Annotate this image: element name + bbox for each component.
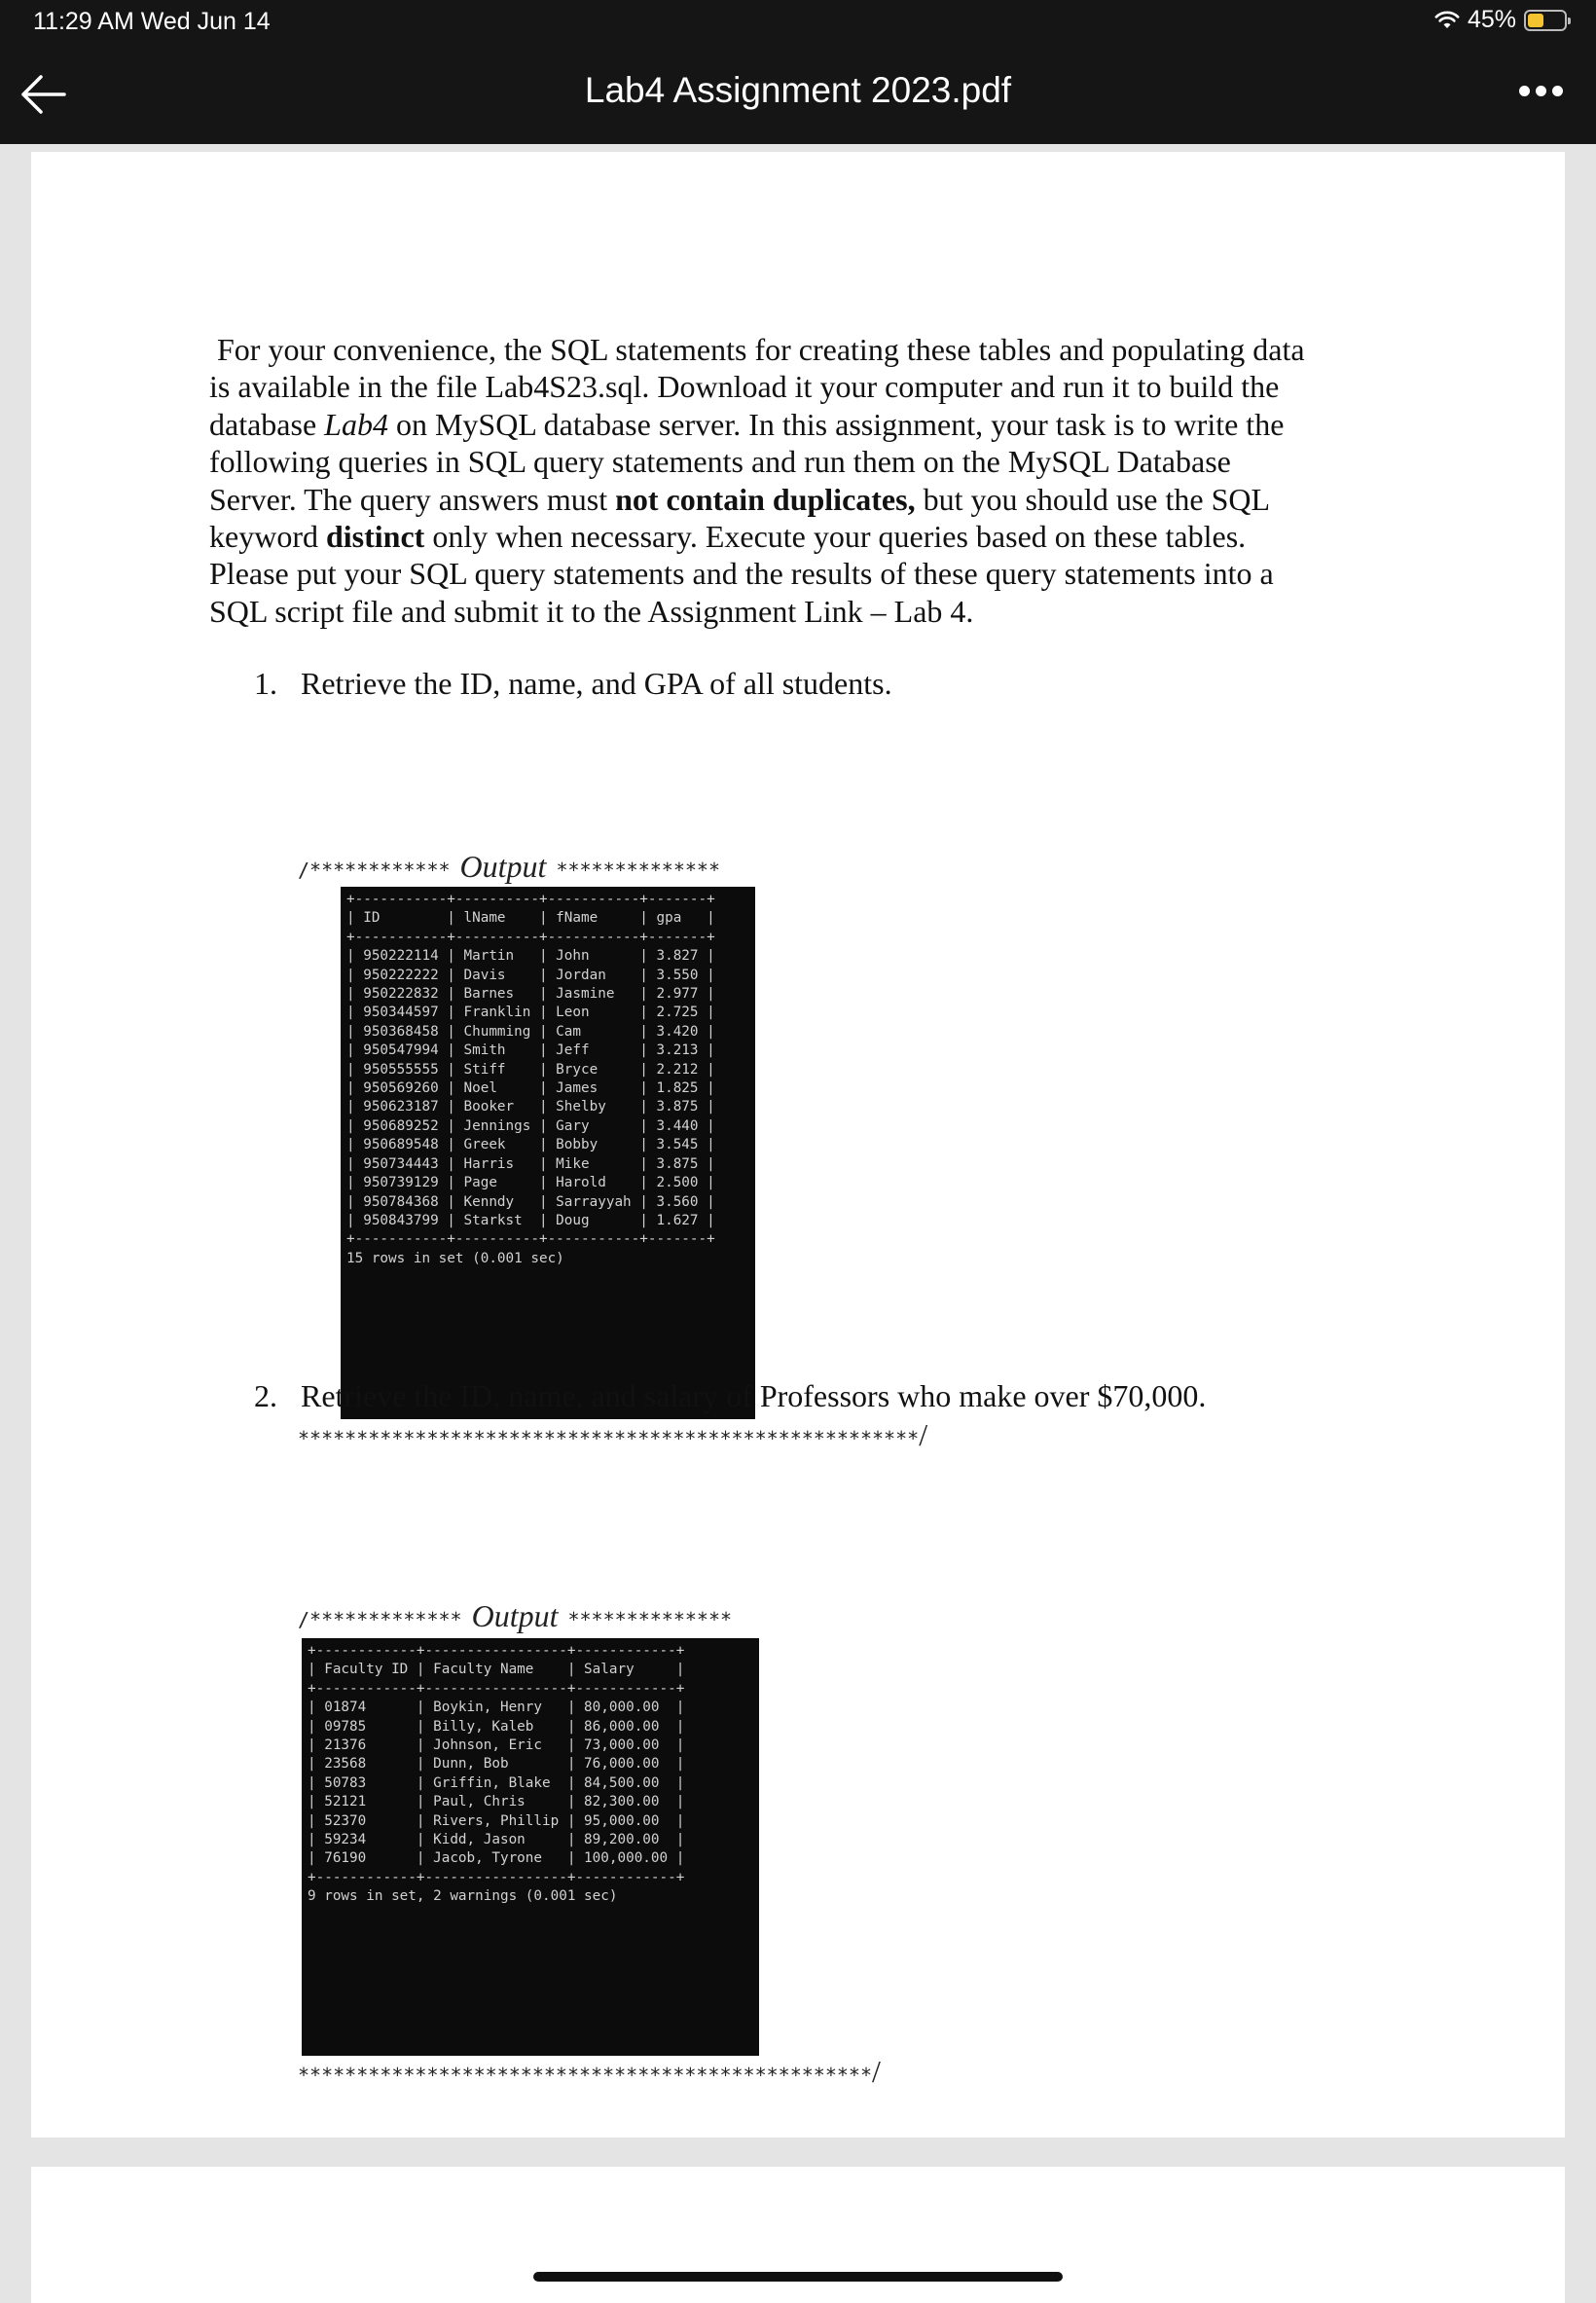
- app-header: [0, 0, 1596, 144]
- output-label: Output: [471, 1598, 559, 1633]
- output-banner-end: *************************************************/: [298, 2054, 881, 2089]
- question-number: 1.: [254, 666, 277, 701]
- question-2-line: [254, 1378, 1206, 1414]
- document-title: Lab4 Assignment 2023.pdf: [584, 70, 1012, 110]
- question-1: [254, 666, 892, 702]
- status-indicators: [1434, 6, 1567, 34]
- battery-percent: 45%: [1467, 6, 1516, 33]
- intro-paragraph: [209, 331, 1435, 630]
- question-text: Retrieve the ID, name, and salary of Professors who make over $70,000.: [301, 1378, 1207, 1413]
- battery-icon: [1524, 10, 1567, 31]
- intro-line: Server. The query answers must not contain duplicates, but you should use the SQL: [209, 481, 1271, 517]
- question-text: Retrieve the ID, name, and GPA of all students.: [301, 666, 892, 701]
- pdf-page: [31, 152, 1565, 2138]
- output-banner-end: *****************************************************/: [298, 1417, 928, 1452]
- intro-line: is available in the file Lab4S23.sql. Download it your computer and run it to build the: [209, 369, 1280, 405]
- home-indicator[interactable]: [533, 2272, 1063, 2282]
- intro-line: database Lab4 on MySQL database server. In this assignment, your task is to write the: [209, 406, 1285, 442]
- question-number: 2.: [254, 1378, 277, 1413]
- status-time: 11:29 AM Wed Jun 14: [33, 8, 271, 35]
- more-options-icon[interactable]: [1519, 86, 1563, 96]
- result-table: +------------+-----------------+------------+ | Faculty ID | Faculty Name | Salary | +------------+-----------------+------------+ | 01874 | Boykin, Henry | 80,000.00 | | 09785 | Billy, Kaleb | 86,000.00 | | 21376 | Johnson, Eric | 73,000.00 | | 23568 | Dunn, Bob | 76,000.00 | | 50783 | Griffin, Blake | 84,500.00 | | 52121 | Paul, Chris | 82,300.00 | | 52370 | Rivers, Phillip | 95,000.00 | | 59234 | Kidd, Jason | 89,200.00 | | 76190 | Jacob, Tyrone | 100,000.00 | +------------+-----------------+------------+ 9 rows in set, 2 warnings (0.001 sec): [308, 1643, 685, 1905]
- intro-line: Please put your SQL query statements and the results of these query statements into a: [209, 556, 1274, 592]
- pdf-page-next: [31, 2167, 1565, 2303]
- intro-line: following queries in SQL query statements and run them on the MySQL Database: [209, 444, 1231, 480]
- query-2-output-terminal: [302, 1638, 759, 2056]
- result-table: +-----------+----------+-----------+-------+ | ID | lName | fName | gpa | +-----------+----------+-----------+-------+ | 950222114 | Martin | John | 3.827 | | 950222222 | Davis | Jordan | 3.550 | | 950222832 | Barnes | Jasmine | 2.977 | | 950344597 | Franklin | Leon | 2.725 | | 950368458 | Chumming | Cam | 3.420 | | 950547994 | Smith | Jeff | 3.213 | | 950555555 | Stiff | Bryce | 2.212 | | 950569260 | Noel | James | 1.825 | | 950623187 | Booker | Shelby | 3.875 | | 950689252 | Jennings | Gary | 3.440 | | 950689548 | Greek | Bobby | 3.545 | | 950734443 | Harris | Mike | 3.875 | | 950739129 | Page | Harold | 2.500 | | 950784368 | Kenndy | Sarrayyah | 3.560 | | 950843799 | Starkst | Doug | 1.627 | +-----------+----------+-----------+-------+ 15 rows in set (0.001 sec): [346, 892, 715, 1266]
- output-banner: /************ Output **************: [298, 849, 721, 884]
- intro-line: keyword distinct only when necessary. Execute your queries based on these tables.: [209, 519, 1247, 555]
- wifi-icon: [1434, 11, 1460, 30]
- output-banner: /************* Output **************: [298, 1598, 733, 1633]
- query-1-output-terminal: [341, 887, 755, 1419]
- output-label: Output: [459, 849, 547, 884]
- intro-line: For your convenience, the SQL statements for creating these tables and populating data: [217, 332, 1305, 367]
- intro-line: SQL script file and submit it to the Assignment Link – Lab 4.: [209, 593, 974, 629]
